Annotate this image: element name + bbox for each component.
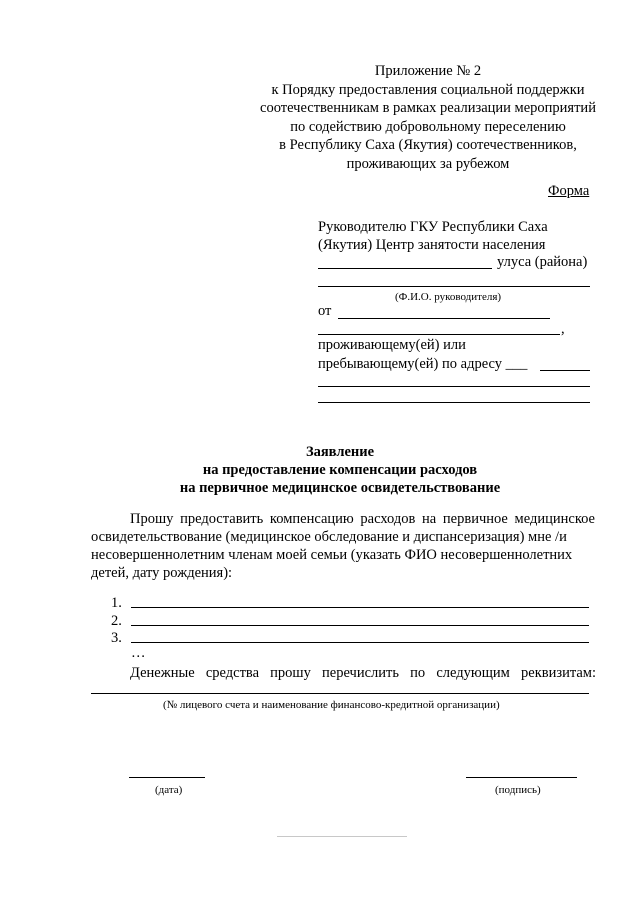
word: по (410, 665, 426, 681)
list-item-blank[interactable] (131, 642, 589, 643)
addressee-line-1: Руководителю ГКУ Республики Саха (318, 219, 548, 235)
word: первичное (442, 511, 508, 527)
address-blank-3[interactable] (318, 402, 590, 403)
date-blank[interactable] (129, 777, 205, 778)
paragraph-line-4: детей, дату рождения): (91, 565, 233, 581)
from-label: от (318, 303, 332, 319)
paragraph-line-3: несовершеннолетним членам моей семьи (указать ФИО несовершеннолетних (91, 547, 573, 563)
fio-caption: (Ф.И.О. руководителя) (395, 291, 502, 303)
word: реквизитам: (521, 665, 596, 681)
footer-divider (277, 836, 407, 837)
doc-subtitle-2: на первичное медицинское освидетельствование (179, 480, 501, 496)
appendix-line: по содействию добровольному переселению (290, 118, 566, 135)
appendix-header (228, 62, 628, 173)
word: следующим (436, 665, 510, 681)
director-name-blank[interactable] (318, 286, 590, 287)
paragraph-line-2: освидетельствование (медицинское обследование и диспансеризация) мне /и (91, 529, 567, 545)
word: Прошу (130, 511, 174, 527)
word: прошу (270, 665, 311, 681)
doc-subtitle-1: на предоставление компенсации расходов (202, 462, 478, 478)
word: на (422, 511, 437, 527)
money-line (130, 664, 596, 682)
appendix-line: Приложение № 2 (374, 63, 482, 79)
appendix-line: в Республику Саха (Якутия) соотечественников, (279, 137, 577, 153)
applicant-name-blank[interactable] (338, 318, 550, 319)
date-caption: (дата) (155, 784, 183, 796)
account-caption: (№ лицевого счета и наименование финансово-кредитной организации) (163, 699, 500, 711)
list-item-blank[interactable] (131, 625, 589, 626)
signature-blank[interactable] (466, 777, 577, 778)
applicant-name-blank-2[interactable] (318, 334, 560, 335)
form-label: Форма (548, 183, 590, 199)
ulus-suffix: улуса (района) (497, 254, 588, 270)
staying-label: пребывающему(ей) по адресу ___ (318, 356, 528, 372)
address-blank[interactable] (540, 370, 590, 371)
signature-caption: (подпись) (495, 784, 541, 796)
paragraph-line-1 (130, 510, 595, 528)
word: Денежные (130, 665, 195, 681)
comma: , (561, 321, 565, 337)
list-item-blank[interactable] (131, 607, 589, 608)
address-blank-2[interactable] (318, 386, 590, 387)
list-item-number: 1. (111, 595, 122, 611)
appendix-line: соотечественникам в рамках реализации мероприятий (260, 100, 596, 116)
list-ellipsis: … (131, 645, 146, 661)
word: компенсацию (269, 511, 354, 527)
word: средства (205, 665, 259, 681)
residing-label: проживающему(ей) или (318, 337, 466, 353)
word: предоставить (180, 511, 264, 527)
word: перечислить (322, 665, 399, 681)
appendix-line: проживающих за рубежом (346, 155, 510, 172)
list-item-number: 2. (111, 613, 122, 629)
doc-title: Заявление (305, 444, 375, 460)
addressee-line-2: (Якутия) Центр занятости населения (318, 237, 546, 253)
word: расходов (360, 511, 416, 527)
word: медицинское (514, 511, 595, 527)
ulus-blank[interactable] (318, 268, 492, 269)
appendix-line: к Порядку предоставления социальной поддержки (271, 81, 585, 98)
account-blank[interactable] (91, 693, 589, 694)
list-item-number: 3. (111, 630, 122, 646)
